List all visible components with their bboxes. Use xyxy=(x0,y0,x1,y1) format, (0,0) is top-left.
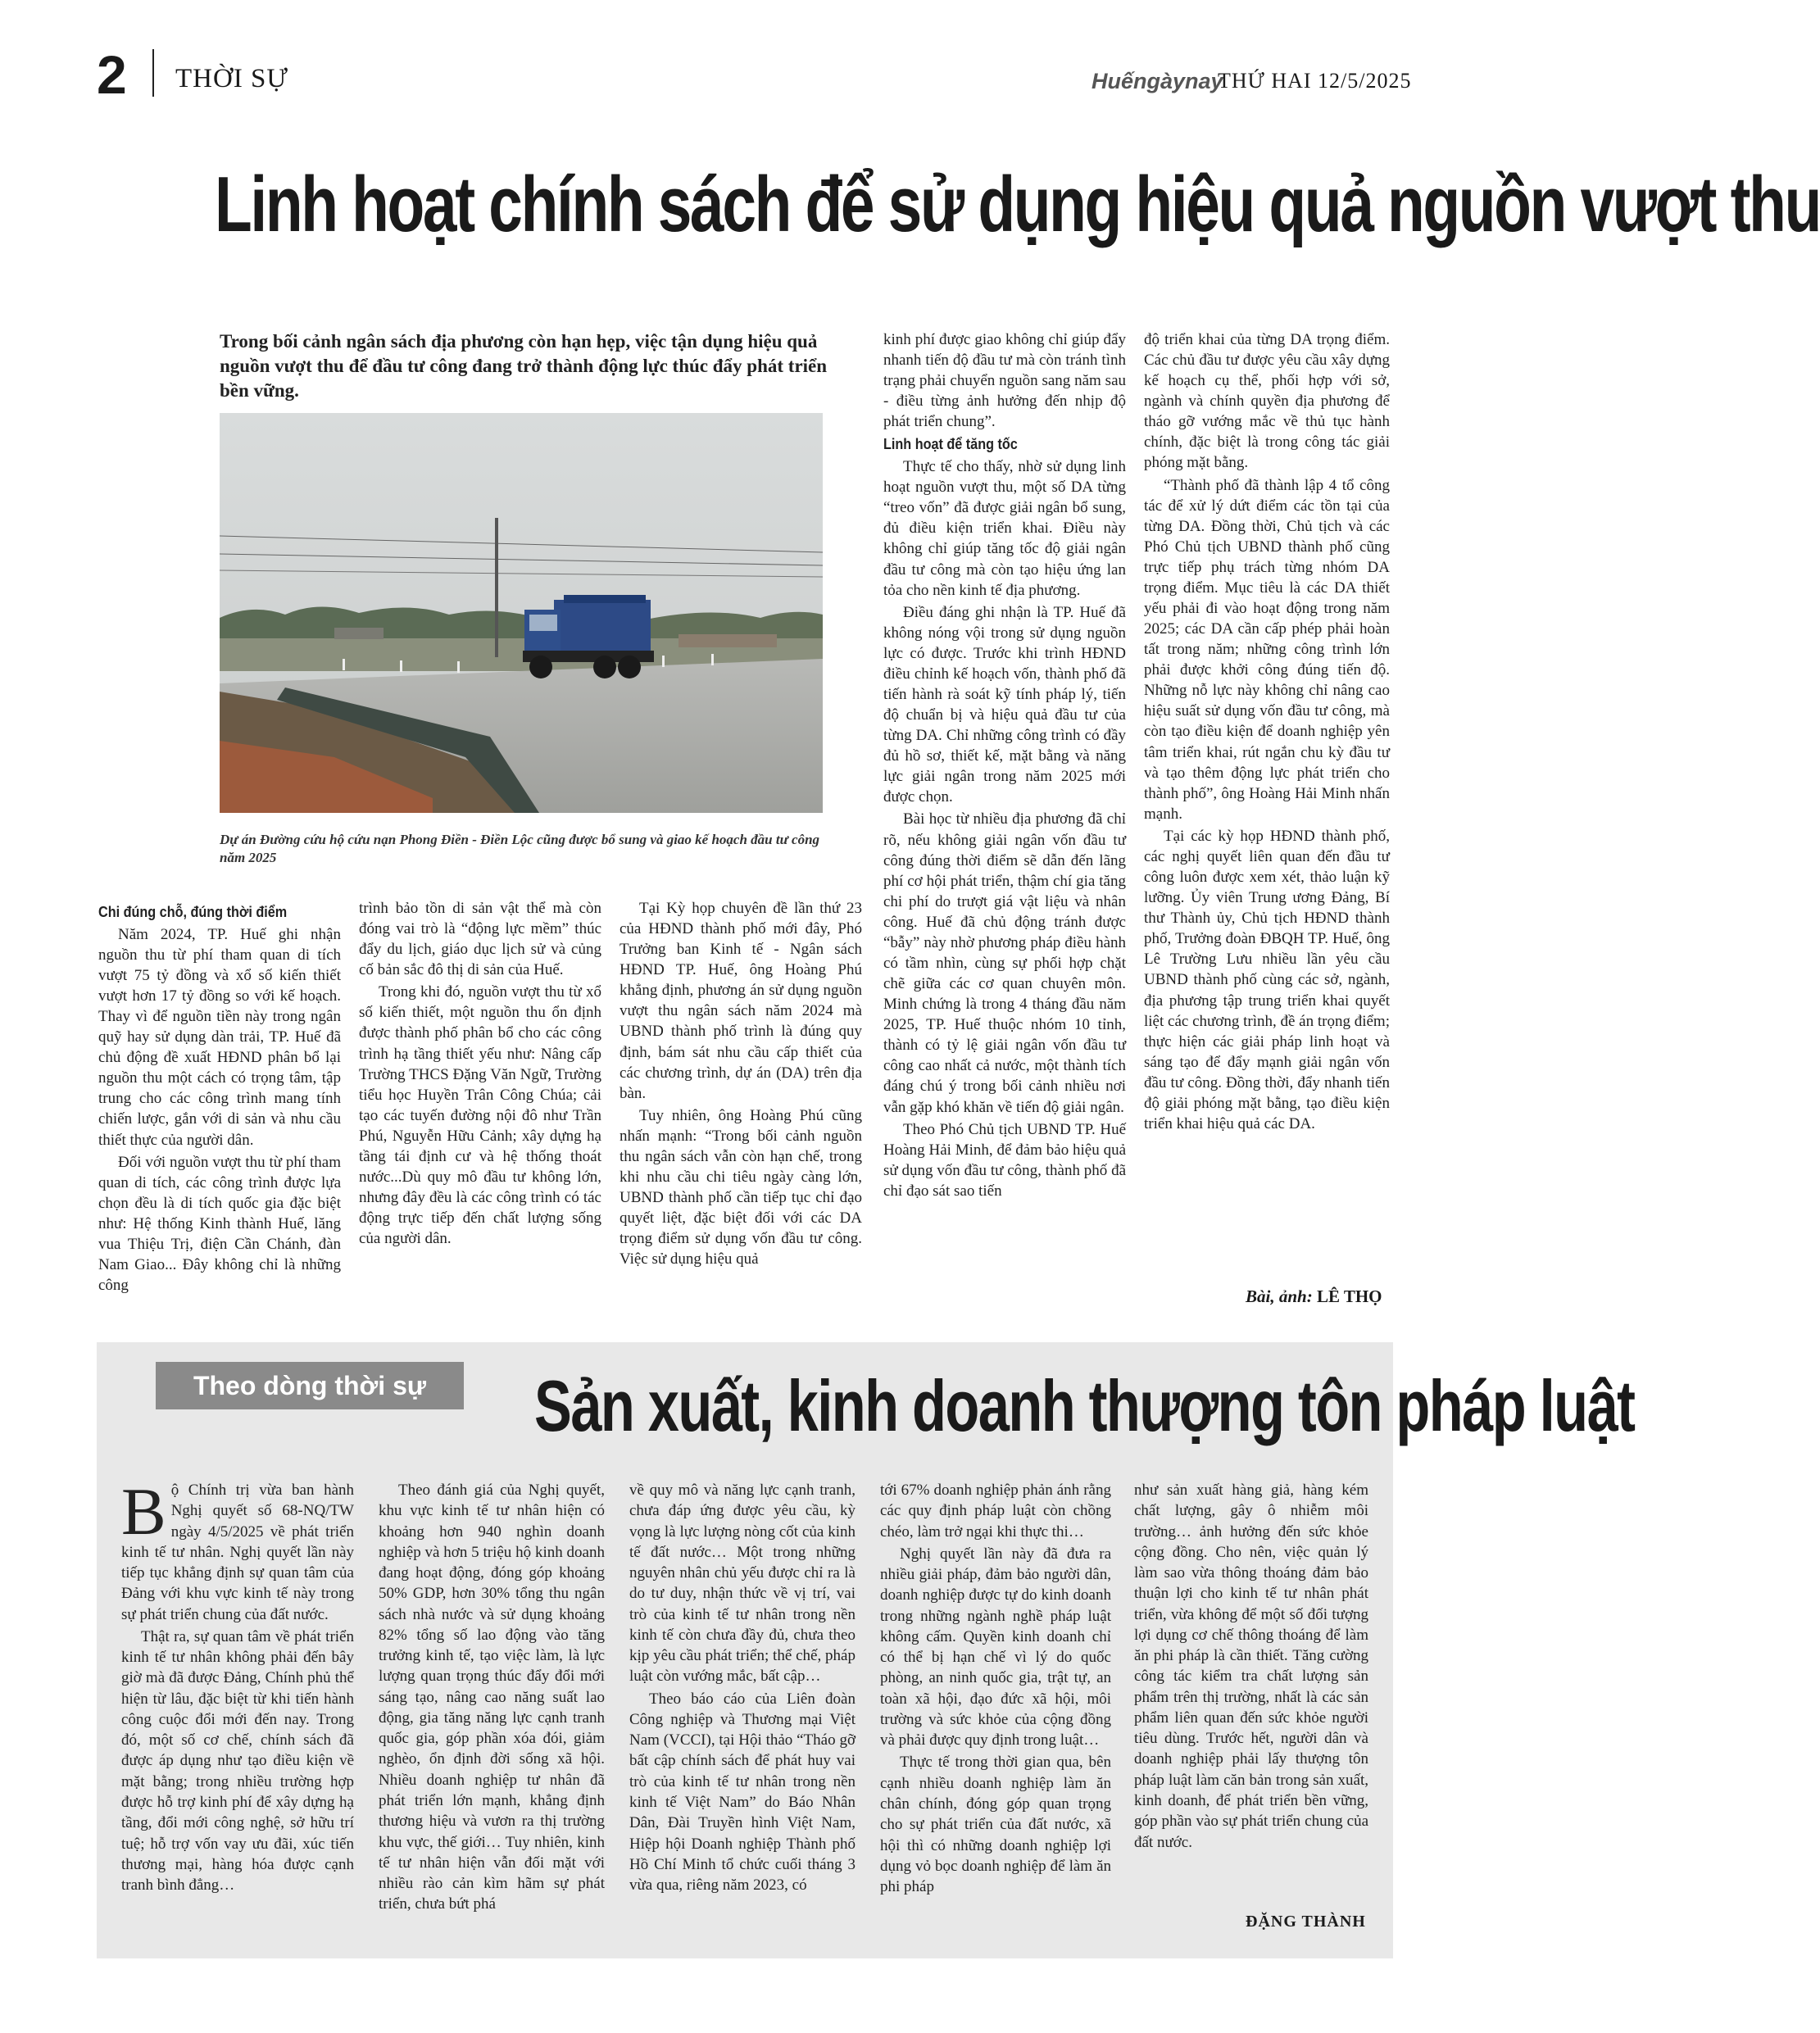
paragraph: Nghị quyết lần này đã đưa ra nhiều giải pháp, đảm bảo người dân, doanh nghiệp được tự do kinh doanh trong những ngành nghề pháp luật không cấm. Quyền kinh doanh chỉ có thể bị hạn chế vì lý do quốc phòng, an ninh quốc gia, trật tự, an toàn xã hội, đạo đức xã hội, môi trường và sức khỏe của cộng đồng và phải được quy định trong luật… xyxy=(880,1545,1111,1749)
paragraph: trình bảo tồn di sản vật thể mà còn đóng vai trò là “động lực mềm” thúc đẩy du lịch, giáo dục lịch sử và củng cố bản sắc đô thị di sản của Huế. xyxy=(359,900,601,979)
paragraph: Theo Phó Chủ tịch UBND TP. Huế Hoàng Hải Minh, để đảm bảo hiệu quả sử dụng vốn đầu tư công, thành phố đã chỉ đạo sát sao tiến xyxy=(883,1120,1126,1200)
subheading: Chi đúng chỗ, đúng thời điểm xyxy=(98,904,288,920)
issue-date: THỨ HAI 12/5/2025 xyxy=(1218,69,1412,93)
opinion-headline: Sản xuất, kinh doanh thượng tôn pháp luật xyxy=(534,1365,1635,1446)
newspaper-brand: Huếngàynay xyxy=(1092,69,1223,93)
paragraph: kinh phí được giao không chỉ giúp đẩy nhanh tiến độ đầu tư mà còn tránh tình trạng phải chuyển nguồn sang năm sau - điều từng ảnh hưởng đến nhịp độ phát triển chung”. xyxy=(883,331,1126,431)
paragraph: Thực tế trong thời gian qua, bên cạnh nhiều doanh nghiệp làm ăn chân chính, đóng góp quan trọng cho sự phát triển của đất nước, xã hội thì có những doanh nghiệp lợi dụng vỏ bọc doanh nghiệp để làm ăn phi pháp xyxy=(880,1754,1111,1896)
article2-column-1 xyxy=(121,1474,354,1897)
paragraph: Theo đánh giá của Nghị quyết, khu vực kinh tế tư nhân hiện có khoảng hơn 940 nghìn doanh nghiệp và hơn 5 triệu hộ kinh doanh đang hoạt động, đóng góp khoảng 50% GDP, hơn 30% tổng thu ngân sách nhà nước và sử dụng khoảng 82% tổng số lao động vào tăng trưởng kinh tế, tạo việc làm, là lực lượng quan trọng thúc đẩy đổi mới sáng tạo, nâng cao năng suất lao động, gia tăng năng lực cạnh tranh quốc gia, góp phần xóa đói, giảm nghèo, ổn định đời sống xã hội. Nhiều doanh nghiệp tư nhân đã phát triển lớn mạnh, khẳng định thương hiệu và vươn ra thị trường khu vực, thế giới… Tuy nhiên, kinh tế tư nhân hiện vẫn đối mặt với nhiều rào cản kìm hãm sự phát triển, chưa bứt phá xyxy=(379,1482,605,1913)
header-divider xyxy=(152,49,154,97)
photo-caption: Dự án Đường cứu hộ cứu nạn Phong Điền - Điền Lộc cũng được bổ sung và giao kế hoạch đầu tư công năm 2025 xyxy=(220,832,820,866)
article2-column-4 xyxy=(880,1480,1111,1899)
paragraph: Tại các kỳ họp HĐND thành phố, các nghị quyết liên quan đến đầu tư công luôn được xem xét, thảo luận kỹ lưỡng. Ủy viên Trung ương Đảng, Bí thư Thành ủy, Chủ tịch HĐND thành phố, Trưởng đoàn ĐBQH TP. Huế, ông Lê Trường Lưu nhiều lần yêu cầu UBND thành phố cùng các sở, ngành, địa phương tập trung triển khai quyết liệt các chương trình, đề án trọng điểm; thực hiện các giải pháp linh hoạt và sáng tạo để đẩy mạnh giải ngân vốn đầu tư công. Đồng thời, đẩy nhanh tiến độ giải phóng mặt bằng, tạo điều kiện triển khai hiệu quả các DA. xyxy=(1144,827,1390,1132)
section-title: THỜI SỰ xyxy=(175,64,289,93)
page-number: 2 xyxy=(97,44,127,105)
paragraph: “Thành phố đã thành lập 4 tổ công tác để xử lý dứt điểm các tồn tại của từng DA. Đồng thời, Chủ tịch và các Phó Chủ tịch UBND thành phố cũng trực tiếp phụ trách từng nhóm DA trọng điểm. Mục tiêu là các DA thiết yếu phải đi vào hoạt động trong năm 2025; các DA cần cấp phép phải hoàn tất trong năm; những công trình lớn phải được khởi công đúng tiến độ. Những nỗ lực này không chỉ nâng cao hiệu suất sử dụng vốn đầu tư công, mà còn tạo điều kiện để doanh nghiệp yên tâm triển khai, rút ngắn chu kỳ đầu tư và tạo thêm động lực phát triển cho thành phố”, ông Hoàng Hải Minh nhấn mạnh. xyxy=(1144,476,1390,823)
article-lead: Trong bối cảnh ngân sách địa phương còn hạn hẹp, việc tận dụng hiệu quả nguồn vượt thu để đầu tư công đang trở thành động lực thúc đẩy phát triển bền vững. xyxy=(220,331,828,401)
paragraph: Thật ra, sự quan tâm về phát triển kinh tế tư nhân không phải đến bây giờ mà đã được Đảng, Chính phủ thể hiện từ lâu, đặc biệt từ khi tiến hành công cuộc đổi mới đến nay. Trong đó, một số cơ chế, chính sách đã được áp dụng như tạo điều kiện về mặt bằng; trong nhiều trường hợp được hỗ trợ kinh phí để xây dựng hạ tầng, đổi mới công nghệ, sở hữu trí tuệ; hỗ trợ vốn vay ưu đãi, xúc tiến thương mại, hàng hóa được cạnh tranh bình đẳng… xyxy=(121,1627,354,1895)
byline-author: LÊ THỌ xyxy=(1316,1287,1382,1306)
paragraph: Đối với nguồn vượt thu từ phí tham quan di tích, các công trình được lựa chọn đều là di tích quốc gia đặc biệt như: Hệ thống Kinh thành Huế, lăng vua Thiệu Trị, điện Cần Chánh, đàn Nam Giao... Đây không chỉ là những công xyxy=(98,1153,341,1295)
paragraph: độ triển khai của từng DA trọng điểm. Các chủ đầu tư được yêu cầu xây dựng kế hoạch cụ thể, phối hợp với sở, ngành và chính quyền địa phương để tháo gỡ vướng mắc về thủ tục hành chính, đặc biệt là trong công tác giải phóng mặt bằng. xyxy=(1144,331,1390,472)
paragraph: như sản xuất hàng giả, hàng kém chất lượng, gây ô nhiễm môi trường… ảnh hưởng đến sức khỏe cộng đồng. Cho nên, việc quản lý làm sao vừa thông thoáng đảm bảo thuận lợi cho kinh tế tư nhân phát triển, vừa không để một số đối tượng lợi dụng cơ chế thông thoáng để làm ăn phi pháp là cần thiết. Tăng cường công tác kiểm tra chất lượng sản phẩm trên thị trường, nhất là các sản phẩm liên quan đến sức khỏe người tiêu dùng. Trước hết, người dân và doanh nghiệp phải lấy thượng tôn pháp luật làm căn bản trong sản xuất, kinh doanh, để phát triển bền vững, góp phần vào sự phát triển chung của đất nước. xyxy=(1134,1482,1368,1851)
paragraph: ộ Chính trị vừa ban hành Nghị quyết số 68-NQ/TW ngày 4/5/2025 về phát triển kinh tế tư nhân. Nghị quyết lần này tiếp tục khẳng định sự quan tâm của Đảng với khu vực kinh tế này trong sự phát triển chung của đất nước. xyxy=(121,1482,354,1623)
subheading: Linh hoạt để tăng tốc xyxy=(883,436,1018,453)
road-truck-photo xyxy=(220,413,823,813)
paragraph: Điều đáng ghi nhận là TP. Huế đã không nóng vội trong sử dụng nguồn lực có được. Trước khi trình HĐND điều chỉnh kế hoạch vốn, thành phố đã tiến hành rà soát kỹ tính pháp lý, tiến độ chuẩn bị và hiệu quả đầu tư của từng DA. Chỉ những công trình có đầy đủ hồ sơ, thiết kế, mặt bằng và năng lực giải ngân trong năm 2025 mới được chọn. xyxy=(883,603,1126,806)
article1-column-5 xyxy=(1144,329,1390,1136)
article1-column-2 xyxy=(359,898,601,1250)
paragraph: Trong khi đó, nguồn vượt thu từ xổ số kiến thiết, một nguồn thu ổn định được thành phố phân bổ cho các công trình hạ tầng thiết yếu như: Nâng cấp Trường THCS Đặng Văn Ngữ, Trường tiểu học Huyền Trân Công Chúa; cải tạo các tuyến đường nội đô như Trần Phú, Nguyễn Hữu Cảnh; xây dựng hạ tầng tái định cư và hệ thống thoát nước...Dù quy mô đầu tư không lớn, nhưng đây đều là các công trình có tác động trực tiếp đến chất lượng sống của người dân. xyxy=(359,983,601,1248)
article-photo xyxy=(220,413,823,813)
paragraph: về quy mô và năng lực cạnh tranh, chưa đáp ứng được yêu cầu, kỳ vọng là lực lượng nòng cốt của kinh tế đất nước… Một trong những nguyên nhân chủ yếu được chỉ ra là do tư duy, nhận thức về vị trí, vai trò của kinh tế tư nhân trong nền kinh tế còn chưa đầy đủ, chưa theo kịp yêu cầu phát triển; thể chế, pháp luật còn vướng mắc, bất cập… xyxy=(629,1482,856,1686)
article2-column-2 xyxy=(379,1480,605,1917)
paragraph: Bài học từ nhiều địa phương đã chỉ rõ, nếu không giải ngân vốn đầu tư công đúng thời điểm sẽ dẫn đến lãng phí cơ hội phát triển, thậm chí gia tăng chi phí do trượt giá vật liệu và nhân công. Huế đã chủ động tránh được “bẫy” này nhờ phương pháp điều hành có tầm nhìn, cùng sự phối hợp chặt chẽ giữa các cơ quan chuyên môn. Minh chứng là trong 4 tháng đầu năm 2025, TP. Huế thuộc nhóm 10 tỉnh, thành có tỷ lệ giải ngân vốn đầu tư công cao nhất cả nước, một thành tích đáng chú ý trong bối cảnh nhiều nơi vẫn gặp khó khăn về tiến độ giải ngân. xyxy=(883,810,1126,1116)
paragraph: Theo báo cáo của Liên đoàn Công nghiệp và Thương mại Việt Nam (VCCI), tại Hội thảo “Tháo gỡ bất cập chính sách để phát huy vai trò của kinh tế tư nhân trong nền kinh tế Việt Nam” do Báo Nhân Dân, Đài Truyền hình Việt Nam, Hiệp hội Doanh nghiệp Thành phố Hồ Chí Minh tổ chức cuối tháng 3 vừa qua, riêng năm 2023, có xyxy=(629,1690,856,1895)
column-tag: Theo dòng thời sự xyxy=(156,1362,464,1409)
paragraph: tới 67% doanh nghiệp phản ánh rằng các quy định pháp luật còn chồng chéo, làm trở ngại khi thực thi… xyxy=(880,1482,1111,1541)
paragraph: Thực tế cho thấy, nhờ sử dụng linh hoạt nguồn vượt thu, một số DA từng “treo vốn” đã được giải ngân bổ sung, đủ điều kiện triển khai. Điều này không chỉ giúp tăng tốc độ giải ngân đầu tư công mà còn tạo hiệu ứng lan tỏa cho nền kinh tế địa phương. xyxy=(883,458,1126,599)
article-headline: Linh hoạt chính sách để sử dụng hiệu quả nguồn vượt thu xyxy=(215,161,1820,248)
paragraph: Tại Kỳ họp chuyên đề lần thứ 23 của HĐND thành phố mới đây, Phó Trưởng ban Kinh tế - Ngân sách HĐND TP. Huế, ông Hoàng Phú khẳng định, phương án sử dụng nguồn vượt thu ngân sách năm 2024 mà UBND thành phố trình là đúng quy định, bám sát nhu cầu cấp thiết của các chương trình, dự án (DA) trên địa bàn. xyxy=(620,900,862,1102)
article2-column-3 xyxy=(629,1480,856,1897)
opinion-byline: ĐẶNG THÀNH xyxy=(1246,1913,1366,1931)
article-byline xyxy=(1246,1287,1382,1307)
article1-column-3 xyxy=(620,898,862,1271)
article1-column-4 xyxy=(883,329,1126,1203)
paragraph: Năm 2024, TP. Huế ghi nhận nguồn thu từ phí tham quan di tích vượt 75 tỷ đồng và xổ số kiến thiết vượt hơn 17 tỷ đồng so với kế hoạch. Thay vì để nguồn tiền này trong ngân quỹ hay sử dụng dàn trải, TP. Huế đã chủ động đề xuất HĐND phân bổ lại nguồn thu một cách có trọng tâm, tập trung cho các công trình mang tính chiến lược, gắn với di sản và nhu cầu thiết thực của người dân. xyxy=(98,925,341,1149)
drop-cap: B xyxy=(121,1474,166,1549)
paragraph: Tuy nhiên, ông Hoàng Phú cũng nhấn mạnh: “Trong bối cảnh nguồn thu ngân sách vẫn còn hạn chế, trong khi nhu cầu chi tiêu ngày càng lớn, UBND thành phố cần tiếp tục chỉ đạo quyết liệt, đặc biệt đối với các DA trọng điểm sử dụng vốn đầu tư công. Việc sử dụng hiệu quả xyxy=(620,1106,862,1268)
article1-column-1 xyxy=(98,900,341,1297)
article2-column-5 xyxy=(1134,1480,1368,1854)
byline-label: Bài, ảnh: xyxy=(1246,1287,1313,1306)
